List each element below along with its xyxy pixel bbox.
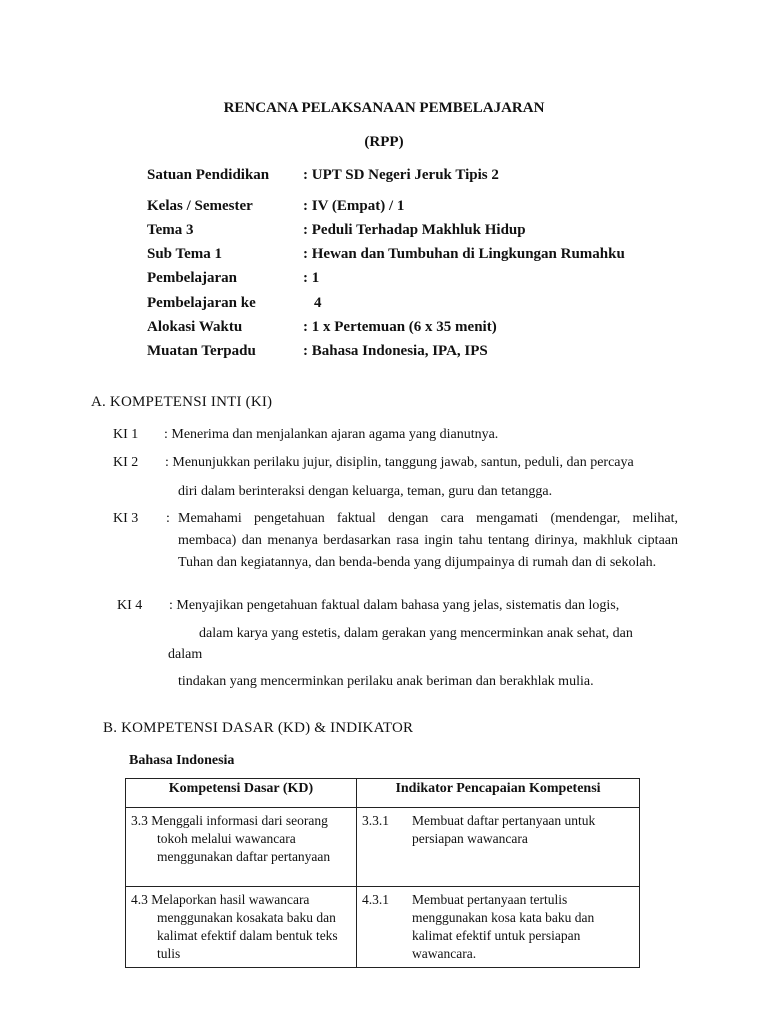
ki-text: : Menunjukkan perilaku jujur, disiplin, tanggung jawab, santun, peduli, dan percaya bbox=[165, 455, 634, 470]
column-header-indicator: Indikator Pencapaian Kompetensi bbox=[357, 779, 640, 808]
ki-text-continued: dalam bbox=[168, 647, 203, 662]
kd-cell bbox=[126, 808, 357, 887]
identity-label: Pembelajaran bbox=[147, 270, 237, 286]
column-header-kd: Kompetensi Dasar (KD) bbox=[126, 779, 357, 808]
ki-text-continued: tindakan yang mencerminkan perilaku anak beriman dan berakhlak mulia. bbox=[178, 674, 594, 689]
kd-indicator-table bbox=[125, 778, 640, 968]
ki-text-continued: dalam karya yang estetis, dalam gerakan yang mencerminkan anak sehat, dan bbox=[199, 626, 633, 641]
kd-text: 4.3 Melaporkan hasil wawancara menggunakan kosakata baku dan kalimat efektif dalam bentuk teks tulis bbox=[131, 892, 338, 961]
subject-heading: Bahasa Indonesia bbox=[129, 753, 235, 768]
ki-label: KI 1 bbox=[113, 427, 139, 442]
document-subtitle: (RPP) bbox=[364, 134, 404, 150]
indicator-cell bbox=[357, 887, 640, 968]
identity-value: 4 bbox=[314, 295, 322, 311]
identity-value: : Bahasa Indonesia, IPA, IPS bbox=[303, 343, 488, 359]
kd-text: 3.3 Menggali informasi dari seorang tokoh melalui wawancara menggunakan daftar pertanyaan bbox=[131, 813, 331, 864]
identity-label: Pembelajaran ke bbox=[147, 295, 256, 311]
ki-text: : Menerima dan menjalankan ajaran agama yang dianutnya. bbox=[164, 427, 499, 442]
ki-label: KI 4 bbox=[117, 598, 143, 613]
ki-colon: : bbox=[166, 511, 170, 526]
kd-cell bbox=[126, 887, 357, 968]
table-row bbox=[126, 887, 640, 968]
identity-label: Kelas / Semester bbox=[147, 198, 253, 214]
table-header-row bbox=[126, 779, 640, 808]
indicator-text: Membuat pertanyaan tertulis menggunakan kosa kata baku dan kalimat efektif untuk persiapan wawancara. bbox=[412, 892, 595, 961]
identity-value: : 1 x Pertemuan (6 x 35 menit) bbox=[303, 319, 497, 335]
ki-label: KI 2 bbox=[113, 455, 139, 470]
identity-label: Alokasi Waktu bbox=[147, 319, 243, 335]
identity-value: : 1 bbox=[303, 270, 320, 286]
identity-value: : Hewan dan Tumbuhan di Lingkungan Rumahku bbox=[303, 246, 625, 262]
indicator-cell bbox=[357, 808, 640, 887]
identity-label: Tema 3 bbox=[147, 222, 194, 238]
identity-value: : Peduli Terhadap Makhluk Hidup bbox=[303, 222, 526, 238]
document-title: RENCANA PELAKSANAAN PEMBELAJARAN bbox=[223, 100, 545, 116]
section-heading-ki: A. KOMPETENSI INTI (KI) bbox=[91, 394, 273, 410]
identity-label: Muatan Terpadu bbox=[147, 343, 256, 359]
table-row bbox=[126, 808, 640, 887]
identity-value: : UPT SD Negeri Jeruk Tipis 2 bbox=[303, 167, 499, 183]
ki-label: KI 3 bbox=[113, 511, 139, 526]
identity-label: Satuan Pendidikan bbox=[147, 167, 270, 183]
ki-text: : Menyajikan pengetahuan faktual dalam bahasa yang jelas, sistematis dan logis, bbox=[169, 598, 620, 613]
identity-label: Sub Tema 1 bbox=[147, 246, 223, 262]
indicator-number: 4.3.1 bbox=[362, 892, 389, 907]
ki-text-continued: diri dalam berinteraksi dengan keluarga, teman, guru dan tetangga. bbox=[178, 484, 553, 499]
section-heading-kd: B. KOMPETENSI DASAR (KD) & INDIKATOR bbox=[103, 720, 414, 736]
ki-text: Memahami pengetahuan faktual dengan cara mengamati (mendengar, melihat, membaca) dan menanya berdasarkan rasa ingin tahu tentang dirinya, makhluk ciptaan Tuhan dan kegiatannya, dan benda-benda yang dijumpainya di rumah dan di sekolah. bbox=[178, 511, 678, 570]
indicator-text: Membuat daftar pertanyaan untuk persiapan wawancara bbox=[412, 813, 596, 846]
identity-value: : IV (Empat) / 1 bbox=[303, 198, 405, 214]
indicator-number: 3.3.1 bbox=[362, 813, 389, 828]
